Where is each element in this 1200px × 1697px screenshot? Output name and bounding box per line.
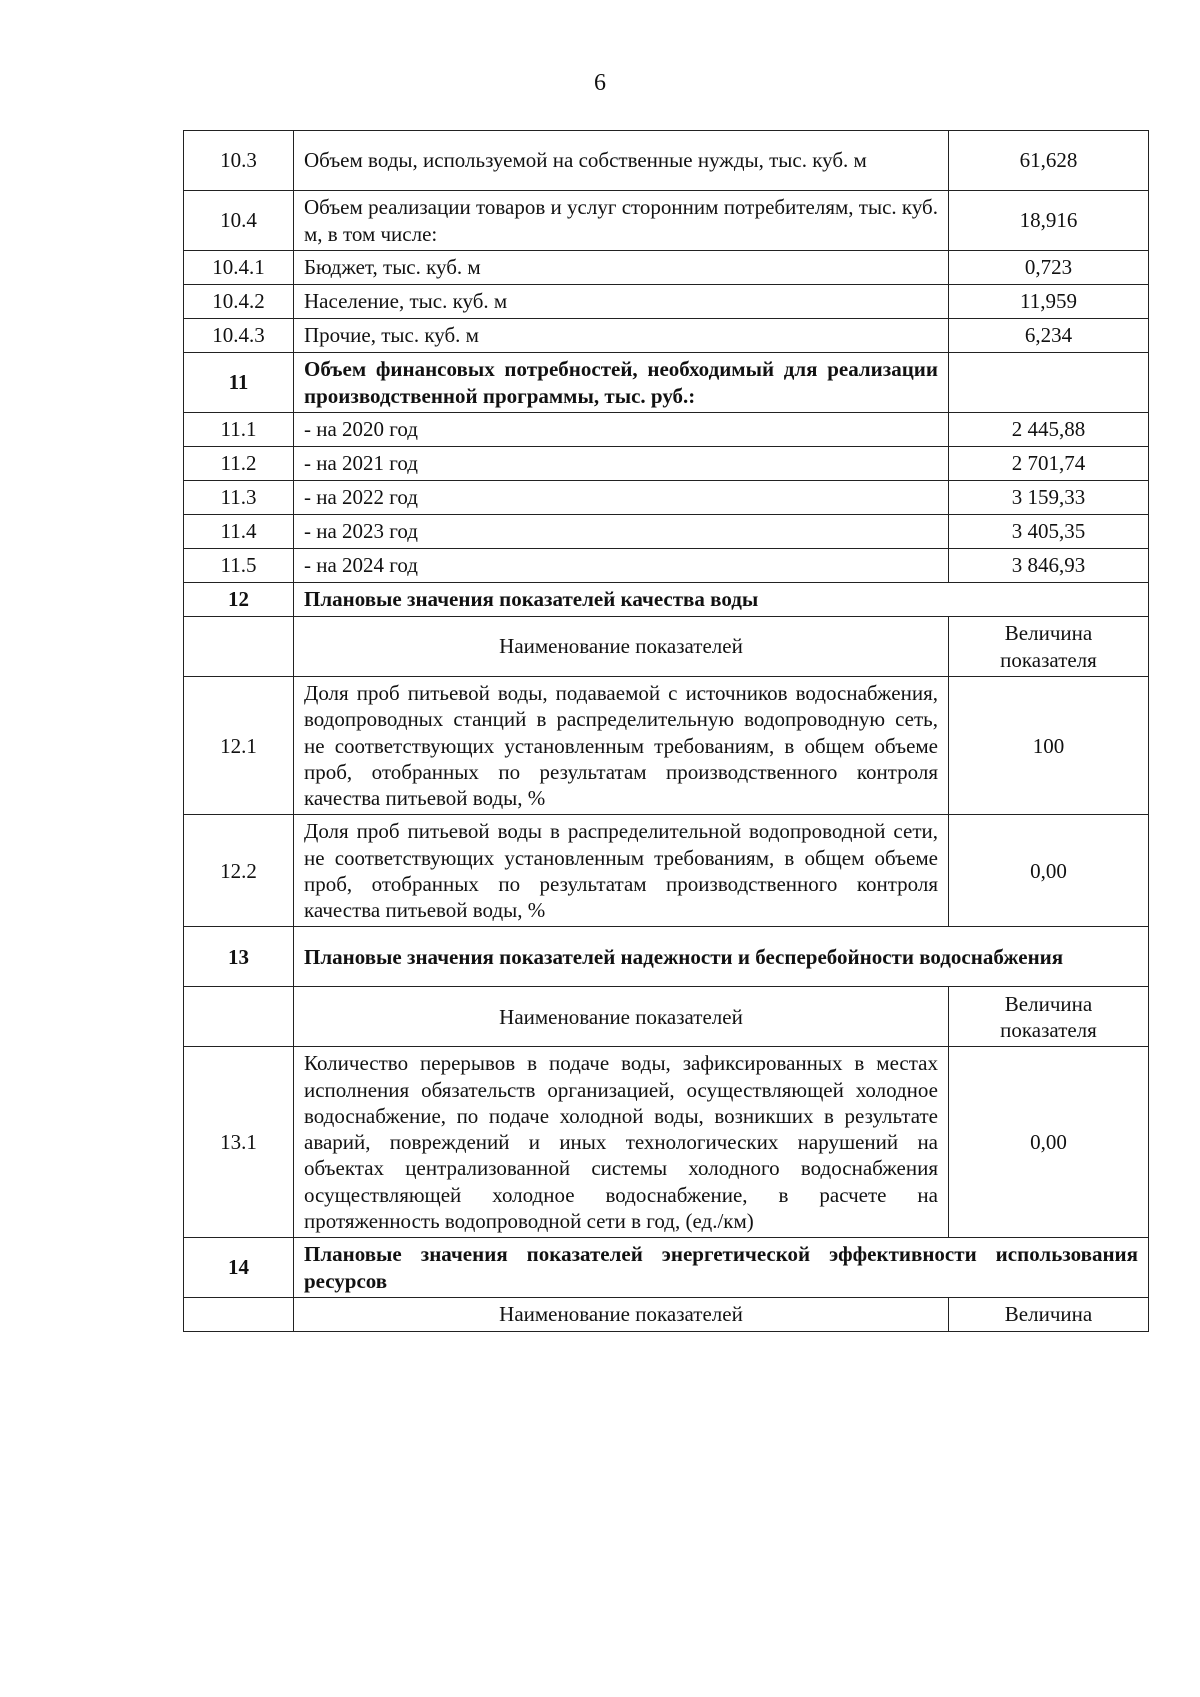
section-number: 13 xyxy=(184,927,294,987)
row-description: Доля проб питьевой воды, подаваемой с источников водоснабжения, водопроводных станций в распределительную водопроводную сеть, не соответствующих установленным требованиям, в общем объеме проб, отобранных по результатам производственного контроля качества питьевой воды, % xyxy=(294,677,949,815)
row-value xyxy=(949,353,1149,413)
row-value: 2 445,88 xyxy=(949,413,1149,447)
row-number: 13.1 xyxy=(184,1047,294,1238)
row-description: - на 2021 год xyxy=(294,447,949,481)
row-value: 100 xyxy=(949,677,1149,815)
section-number: 12 xyxy=(184,583,294,617)
row-number: 11.4 xyxy=(184,515,294,549)
table-row xyxy=(184,515,1149,549)
row-number: 10.4.3 xyxy=(184,319,294,353)
header-spacer xyxy=(184,987,294,1047)
table-row xyxy=(184,131,1149,191)
section-title: Плановые значения показателей качества воды xyxy=(294,583,1149,617)
section-title: Объем финансовых потребностей, необходимый для реализации производственной программы, тыс. руб.: xyxy=(294,353,949,413)
column-header-row xyxy=(184,617,1149,677)
table-row xyxy=(184,251,1149,285)
row-number: 12.2 xyxy=(184,815,294,927)
section-number: 11 xyxy=(184,353,294,413)
section-row xyxy=(184,1238,1149,1298)
section-title: Плановые значения показателей надежности и бесперебойности водоснабжения xyxy=(294,927,1149,987)
row-description: - на 2020 год xyxy=(294,413,949,447)
row-number: 11.2 xyxy=(184,447,294,481)
row-value: 18,916 xyxy=(949,191,1149,251)
table-row xyxy=(184,815,1149,927)
table-row xyxy=(184,447,1149,481)
section-title: Плановые значения показателей энергетической эффективности использования ресурсов xyxy=(294,1238,1149,1298)
column-header-row xyxy=(184,987,1149,1047)
table-row xyxy=(184,677,1149,815)
row-number: 12.1 xyxy=(184,677,294,815)
value-column-header: Величина показателя xyxy=(949,987,1149,1047)
value-column-header: Величина xyxy=(949,1298,1149,1332)
row-value: 3 405,35 xyxy=(949,515,1149,549)
name-column-header: Наименование показателей xyxy=(294,617,949,677)
row-number: 10.4.1 xyxy=(184,251,294,285)
table-row xyxy=(184,191,1149,251)
name-column-header: Наименование показателей xyxy=(294,987,949,1047)
row-description: Количество перерывов в подаче воды, зафиксированных в местах исполнения обязательств организацией, осуществляющей холодное водоснабжение, по подаче холодной воды, возникших в результате аварий, повреждений и иных технологических нарушений на объектах централизованной системы холодного водоснабжения осуществляющей холодное водоснабжение, в расчете на протяженность водопроводной сети в год, (ед./км) xyxy=(294,1047,949,1238)
table-row xyxy=(184,481,1149,515)
row-description: Население, тыс. куб. м xyxy=(294,285,949,319)
row-value: 0,00 xyxy=(949,815,1149,927)
section-number: 14 xyxy=(184,1238,294,1298)
indicators-table xyxy=(183,130,1149,1332)
row-number: 10.4 xyxy=(184,191,294,251)
row-number: 10.3 xyxy=(184,131,294,191)
row-number: 10.4.2 xyxy=(184,285,294,319)
row-description: Прочие, тыс. куб. м xyxy=(294,319,949,353)
section-row xyxy=(184,353,1149,413)
header-spacer xyxy=(184,617,294,677)
section-row xyxy=(184,583,1149,617)
row-value: 61,628 xyxy=(949,131,1149,191)
row-value: 3 846,93 xyxy=(949,549,1149,583)
page-number: 6 xyxy=(594,70,606,96)
row-description: Доля проб питьевой воды в распределительной водопроводной сети, не соответствующих установленным требованиям, в общем объеме проб, отобранных по результатам производственного контроля качества питьевой воды, % xyxy=(294,815,949,927)
section-row xyxy=(184,927,1149,987)
row-description: - на 2022 год xyxy=(294,481,949,515)
row-number: 11.1 xyxy=(184,413,294,447)
row-description: - на 2023 год xyxy=(294,515,949,549)
row-value: 0,00 xyxy=(949,1047,1149,1238)
row-description: - на 2024 год xyxy=(294,549,949,583)
table-row xyxy=(184,413,1149,447)
row-number: 11.3 xyxy=(184,481,294,515)
row-value: 3 159,33 xyxy=(949,481,1149,515)
row-value: 6,234 xyxy=(949,319,1149,353)
table-row xyxy=(184,319,1149,353)
row-number: 11.5 xyxy=(184,549,294,583)
row-value: 11,959 xyxy=(949,285,1149,319)
name-column-header: Наименование показателей xyxy=(294,1298,949,1332)
table-row xyxy=(184,549,1149,583)
row-value: 0,723 xyxy=(949,251,1149,285)
row-description: Бюджет, тыс. куб. м xyxy=(294,251,949,285)
table-row xyxy=(184,285,1149,319)
value-column-header: Величина показателя xyxy=(949,617,1149,677)
column-header-row xyxy=(184,1298,1149,1332)
header-spacer xyxy=(184,1298,294,1332)
table-row xyxy=(184,1047,1149,1238)
row-description: Объем воды, используемой на собственные нужды, тыс. куб. м xyxy=(294,131,949,191)
row-description: Объем реализации товаров и услуг сторонним потребителям, тыс. куб. м, в том числе: xyxy=(294,191,949,251)
row-value: 2 701,74 xyxy=(949,447,1149,481)
